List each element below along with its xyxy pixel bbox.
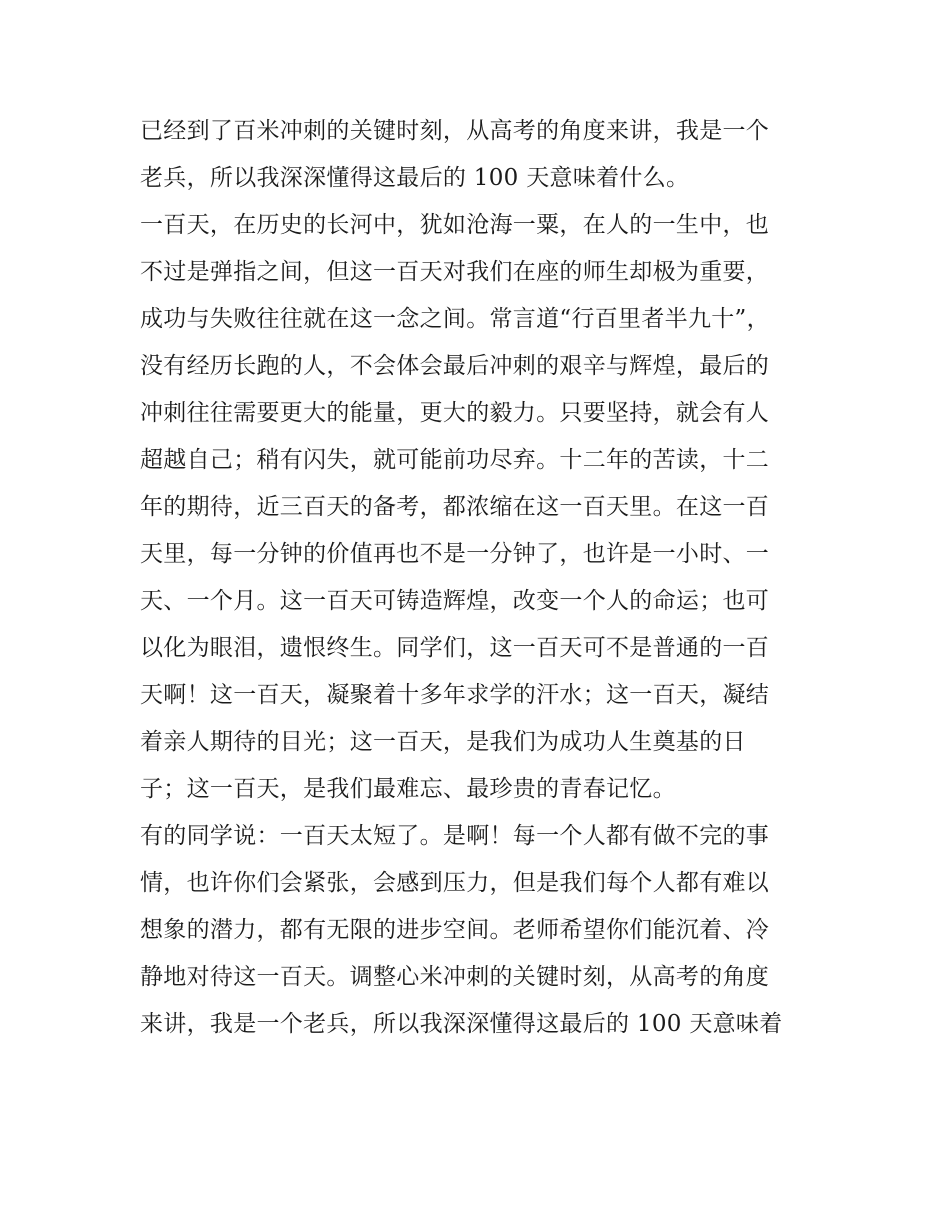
text-line: 不过是弹指之间，但这一百天对我们在座的师生却极为重要，: [140, 259, 770, 285]
text-line: 来讲，我是一个老兵，所以我深深懂得这最后的 100 天意味着: [140, 1011, 783, 1037]
text-line: 有的同学说：一百天太短了。是啊！每一个人都有做不完的事: [140, 823, 770, 849]
text-line: 超越自己；稍有闪失，就可能前功尽弃。十二年的苦读，十二: [140, 447, 770, 473]
text-line: 情，也许你们会紧张，会感到压力，但是我们每个人都有难以: [140, 870, 770, 896]
text-line: 想象的潜力，都有无限的进步空间。老师希望你们能沉着、冷: [140, 917, 770, 943]
text-line: 成功与失败往往就在这一念之间。常言道“行百里者半九十”，: [140, 306, 770, 332]
text-line: 天、一个月。这一百天可铸造辉煌，改变一个人的命运；也可: [140, 588, 770, 614]
text-line: 已经到了百米冲刺的关键时刻，从高考的角度来讲，我是一个: [140, 118, 770, 144]
text-line: 以化为眼泪，遗恨终生。同学们，这一百天可不是普通的一百: [140, 635, 770, 661]
text-line: 一百天，在历史的长河中，犹如沧海一粟，在人的一生中，也: [140, 212, 770, 238]
text-line: 天啊！这一百天，凝聚着十多年求学的汗水；这一百天，凝结: [140, 682, 770, 708]
text-line: 着亲人期待的目光；这一百天，是我们为成功人生奠基的日: [140, 729, 746, 755]
text-line: 老兵，所以我深深懂得这最后的 100 天意味着什么。: [140, 165, 690, 191]
text-line: 冲刺往往需要更大的能量，更大的毅力。只要坚持，就会有人: [140, 400, 770, 426]
body-text: [140, 108, 820, 1048]
text-line: 天里，每一分钟的价值再也不是一分钟了，也许是一小时、一: [140, 541, 770, 567]
text-line: 静地对待这一百天。调整心米冲刺的关键时刻，从高考的角度: [140, 964, 770, 990]
text-line: 没有经历长跑的人，不会体会最后冲刺的艰辛与辉煌，最后的: [140, 353, 770, 379]
text-line: 子；这一百天，是我们最难忘、最珍贵的青春记忆。: [140, 776, 676, 802]
text-line: 年的期待，近三百天的备考，都浓缩在这一百天里。在这一百: [140, 494, 770, 520]
